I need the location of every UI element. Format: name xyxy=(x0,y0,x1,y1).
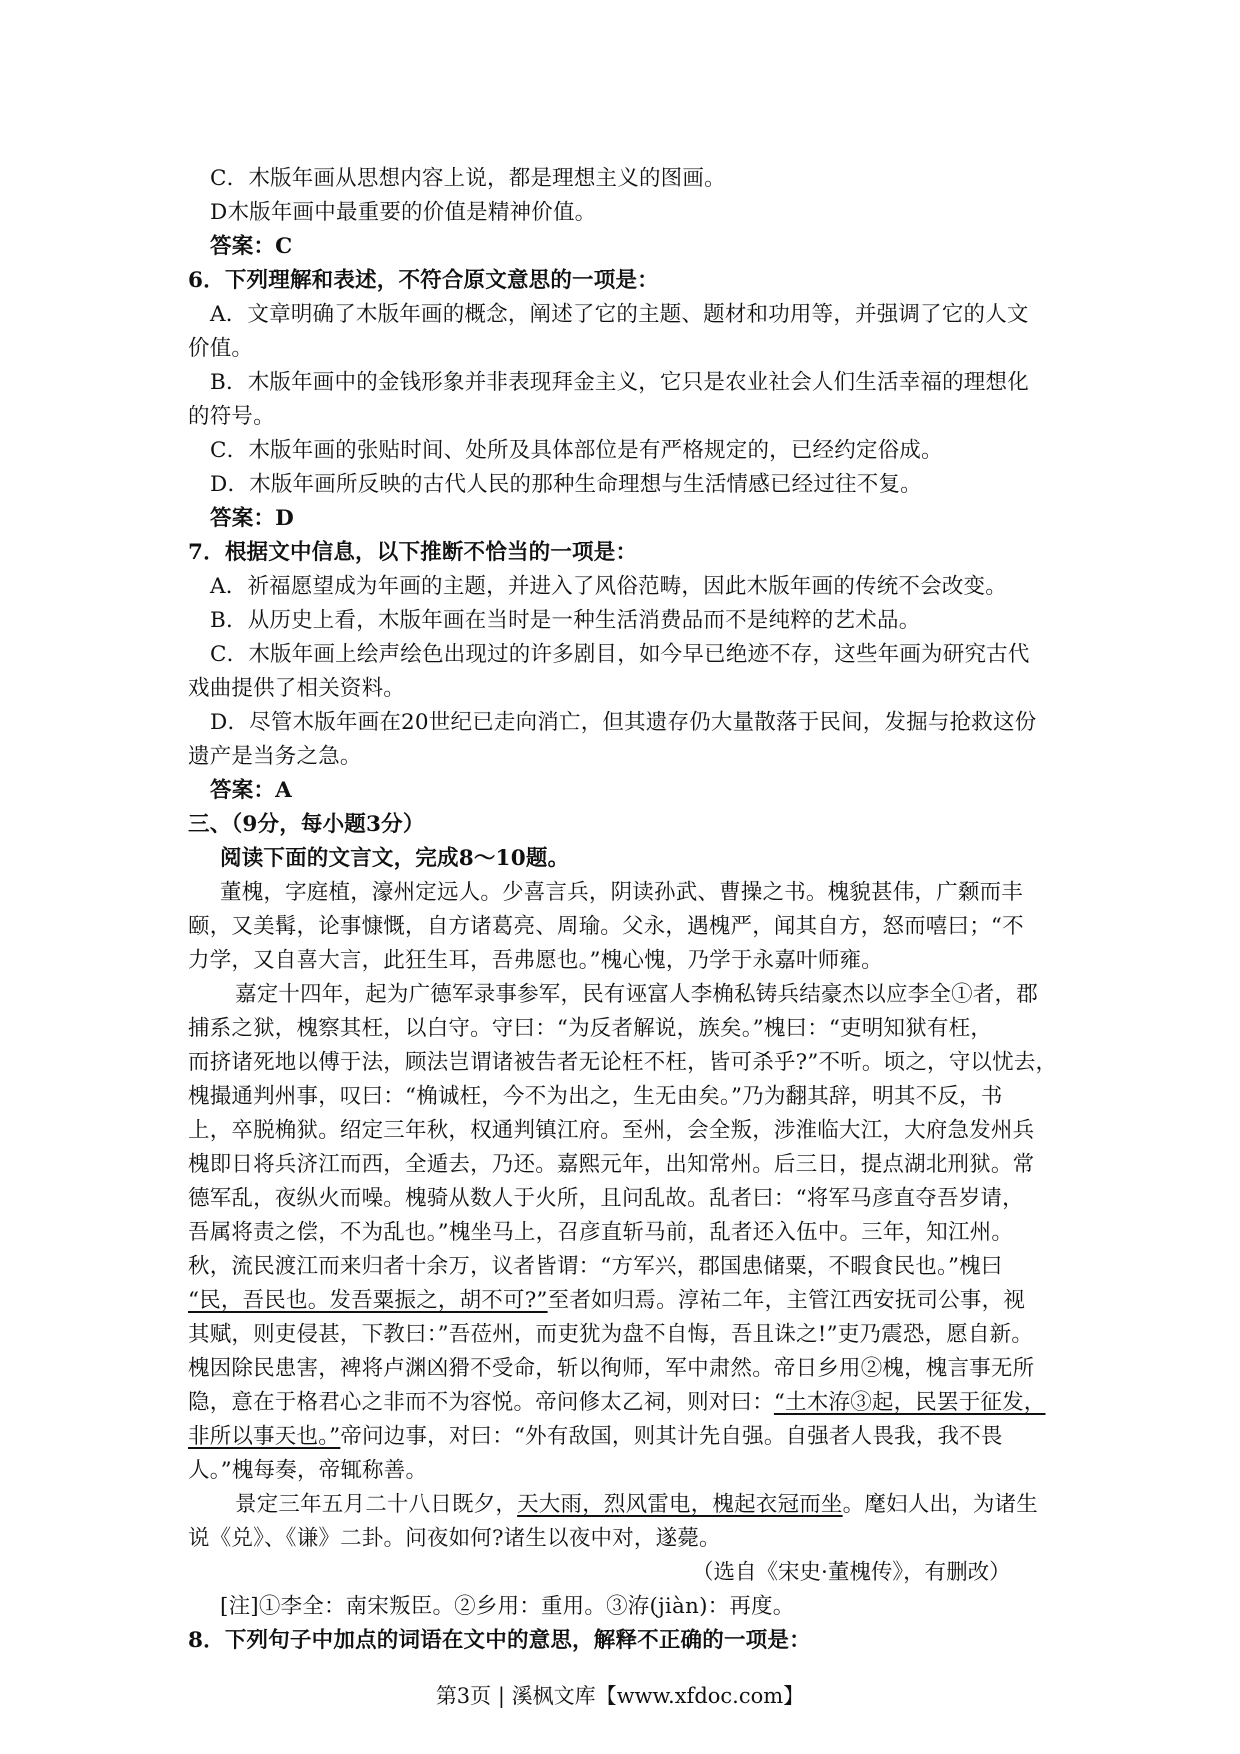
q6-option-b: B．木版年画中的金钱形象并非表现拜金主义，它只是农业社会人们生活幸福的理想化 xyxy=(210,370,1029,395)
q7-option-a: A．祈福愿望成为年画的主题，并进入了风俗范畴，因此木版年画的传统不会改变。 xyxy=(210,574,1007,599)
option-d-prev: D木版年画中最重要的价值是精神价值。 xyxy=(210,200,597,225)
source-citation: （选自《宋史·董槐传》，有删改） xyxy=(692,1560,1011,1585)
answer-7: 答案：A xyxy=(210,778,292,803)
answer-6: 答案：D xyxy=(210,506,294,531)
question-7: 7．根据文中信息，以下推断不恰当的一项是： xyxy=(188,540,638,565)
section-three-heading: 三、（9分，每小题3分） xyxy=(188,812,425,837)
q7-option-d-cont: 遗产是当务之急。 xyxy=(188,744,362,769)
q7-option-d: D．尽管木版年画在20世纪已走向消亡，但其遗存仍大量散落于民间，发掘与抢救这份 xyxy=(210,710,1037,735)
q6-option-b-cont: 的符号。 xyxy=(188,404,275,429)
passage-line: 捕系之狱，槐察其枉，以白守。守曰：“为反者解说，族矣。”槐曰：“吏明知狱有枉， xyxy=(188,1016,993,1041)
passage-line: 董槐，字庭植，濠州定远人。少喜言兵，阴读孙武、曹操之书。槐貌甚伟，广颡而丰 xyxy=(220,880,1023,905)
reading-instruction: 阅读下面的文言文，完成8～10题。 xyxy=(220,846,570,871)
passage-line: 说《兑》、《谦》二卦。问夜如何?诸生以夜中对，遂薨。 xyxy=(188,1526,721,1551)
underlined-sentence: “民，吾民也。发吾粟振之，胡不可?” xyxy=(188,1288,548,1313)
answer-5: 答案：C xyxy=(210,234,293,259)
underlined-sentence: 非所以事天也。” xyxy=(188,1424,341,1449)
q6-option-d: D．木版年画所反映的古代人民的那种生命理想与生活情感已经过往不复。 xyxy=(210,472,922,497)
q7-option-c-cont: 戏曲提供了相关资料。 xyxy=(188,676,406,701)
underlined-sentence: 天大雨，烈风雷电，槐起衣冠而坐 xyxy=(517,1492,843,1517)
q7-option-c: C．木版年画上绘声绘色出现过的许多剧目，如今早已绝迹不存，这些年画为研究古代 xyxy=(210,642,1030,667)
passage-line: 吾属将责之偿，不为乱也。”槐坐马上，召彦直斩马前，乱者还入伍中。三年，知江州。 xyxy=(188,1220,1014,1245)
passage-line: 德军乱，夜纵火而噪。槐骑从数人于火所，且问乱故。乱者曰：“将军马彦直夺吾岁请， xyxy=(188,1186,1024,1211)
q7-option-b: B．从历史上看，木版年画在当时是一种生活消费品而不是纯粹的艺术品。 xyxy=(210,608,921,633)
option-c-prev: C．木版年画从思想内容上说，都是理想主义的图画。 xyxy=(210,166,726,191)
question-6: 6．下列理解和表述，不符合原文意思的一项是： xyxy=(188,268,659,293)
passage-line: 景定三年五月二十八日既夕，天大雨，烈风雷电，槐起衣冠而坐。麾妇人出，为诸生 xyxy=(235,1492,1038,1517)
q6-option-c: C．木版年画的张贴时间、处所及具体部位是有严格规定的，已经约定俗成。 xyxy=(210,438,943,463)
page-footer: 第3页 | 溪枫文库【www.xfdoc.com】 xyxy=(435,1684,805,1708)
annotation-note: [注]①李全：南宋叛臣。②乡用：重用。③洊(jiàn)：再度。 xyxy=(220,1594,795,1619)
passage-line: 嘉定十四年，起为广德军录事参军，民有诬富人李桷私铸兵结豪杰以应李全①者，郡 xyxy=(235,982,1038,1007)
passage-line: 槐即日将兵济江而西，全遁去，乃还。嘉熙元年，出知常州。后三日，提点湖北刑狱。常 xyxy=(188,1152,1035,1177)
passage-line: 而挤诸死地以傅于法，顾法岂谓诸被告者无论枉不枉，皆可杀乎?”不听。顷之，守以忧去， xyxy=(188,1050,1058,1075)
q6-option-a-cont: 价值。 xyxy=(188,336,254,361)
passage-line: 非所以事天也。”帝问边事，对曰：“外有敌国，则其计先自强。自强者人畏我，我不畏 xyxy=(188,1424,1003,1449)
passage-line: 力学，又自喜大言，此狂生耳，吾弗愿也。”槐心愧，乃学于永嘉叶师雍。 xyxy=(188,948,883,973)
passage-line: 颐，又美髯，论事慷慨，自方诸葛亮、周瑜。父永，遇槐严，闻其自方，怒而嘻曰；“不 xyxy=(188,914,1024,939)
q6-option-a: A．文章明确了木版年画的概念，阐述了它的主题、题材和功用等，并强调了它的人文 xyxy=(210,302,1029,327)
passage-line: 上，卒脱桷狱。绍定三年秋，权通判镇江府。至州，会全叛，涉淮临大江，大府急发州兵 xyxy=(188,1118,1035,1143)
passage-line: 其赋，则吏侵甚，下教曰：”吾莅州，而吏犹为盘不自悔，吾且诛之!”吏乃震恐，愿自新。 xyxy=(188,1322,1034,1347)
passage-line: 槐撮通判州事，叹曰：“桷诚枉，今不为出之，生无由矣。”乃为翻其辞，明其不反，书 xyxy=(188,1084,1003,1109)
passage-line: 隐，意在于格君心之非而不为容悦。帝问修太乙祠，则对曰：“土木洊③起，民罢于征发， xyxy=(188,1390,1046,1415)
underlined-sentence: “土木洊③起，民罢于征发， xyxy=(773,1390,1046,1415)
passage-line: 秋，流民渡江而来归者十余万，议者皆谓：“方军兴，郡国患储粟，不暇食民也。”槐曰 xyxy=(188,1254,1003,1279)
passage-line: “民，吾民也。发吾粟振之，胡不可?”至者如归焉。淳祐二年，主管江西安抚司公事，视 xyxy=(188,1288,1026,1313)
question-8: 8．下列句子中加点的词语在文中的意思，解释不正确的一项是： xyxy=(188,1628,811,1653)
passage-line: 槐因除民患害，裨将卢渊凶猾不受命，斩以徇师，军中肃然。帝日乡用②槐，槐言事无所 xyxy=(188,1356,1035,1381)
passage-line: 人。”槐每奏，帝辄称善。 xyxy=(188,1458,428,1483)
